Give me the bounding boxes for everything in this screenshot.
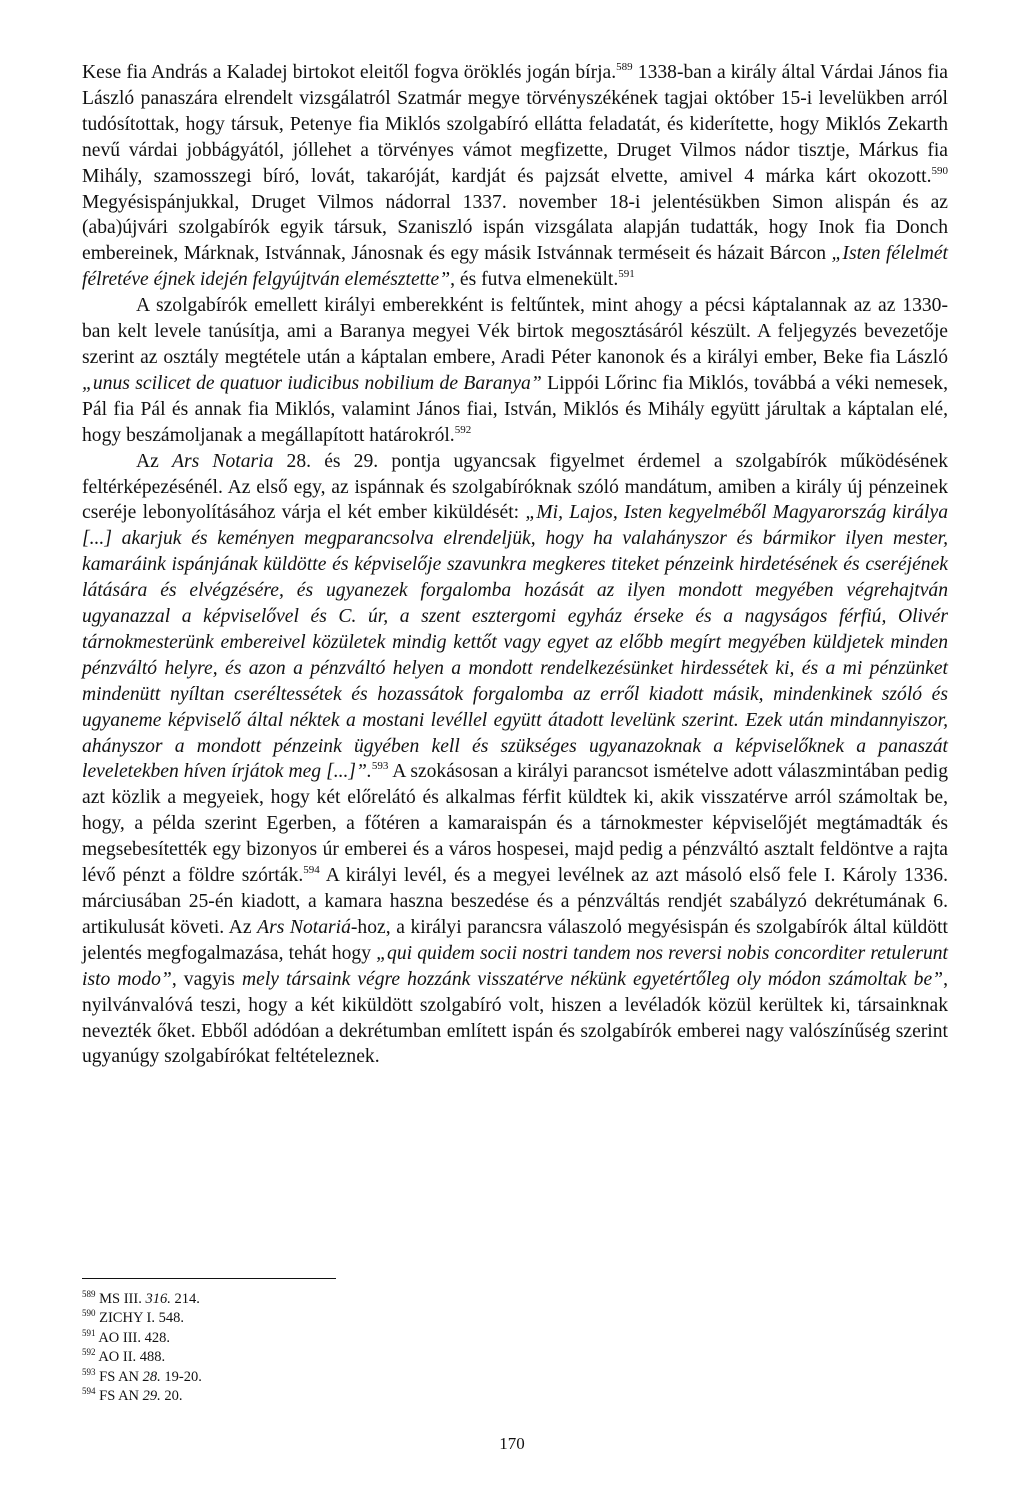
footnote-ref: 589 [616, 61, 633, 73]
footnote-text: 214. [170, 1291, 200, 1307]
text-run: A szokásosan a királyi parancsot ismételve adott válaszmintában pedig azt közlik a megyeiek, hogy két előrelátó és alkalmas férfit küldtek ki, akik visszatérve arról számoltak be, hogy, a példa szerint Egerben, a főtéren a kamaraispán és a tárnokmester képviselőjét megtámadták és megsebesítették egy bizonyos úr emberei és a város hospesei, majd pedig a pénzváltó asztalt feldöntve a rajta lévő pénzt a földre szórták. [82, 761, 948, 887]
footnote-text: 20. [160, 1388, 183, 1405]
text-run: Lippói Lőrinc fia Miklós, továbbá a véki nemesek, Pál fia Pál és annak fia Miklós, valamint János fiai, István, Miklós és Mihály együtt járultak a káptalan elé, hogy beszámoljanak a megállapított határokról. [82, 372, 948, 446]
footnote-text: FS AN [99, 1388, 143, 1405]
footnote-italic: 29. [142, 1388, 161, 1405]
footnote-number: 593 [82, 1366, 96, 1377]
footnote-number: 592 [82, 1347, 96, 1358]
text-run: A királyi levél, és a megyei levélnek az azt másoló első fele I. Károly 1336. márciusában 25-én kiadott, a kamara haszna beszedése és a pénzváltás rendjét szabályzó dekrétumának 6. artikulusát követi. Az [82, 865, 949, 938]
footnote-ref: 594 [303, 864, 320, 877]
text-run: 28. és 29. pontja ugyancsak figyelmet érdemel a szolgabírók működésének feltérképezésénél. Az első egy, az ispánnak és szolgabíróknak szóló mandátum, amiben a király új pénzeinek cseréje lebonyolításához várja el két ember kiküldését: [82, 450, 948, 524]
footnote-text: MS III. [99, 1291, 146, 1307]
quote-italic: „Isten félelmét félretéve éjnek idején felgyújtván elemésztette” [82, 243, 948, 291]
text-run: Kese fia András a Kaladej birtokot eleitől fogva öröklés jogán bírja. [82, 62, 617, 83]
text-run: -hoz, a királyi parancsra válaszoló megyésispán és szolgabírók által küldött jelentés megfogalmazása, tehát hogy [82, 916, 948, 964]
title-italic: Ars Notaria [172, 450, 274, 472]
text-run: , vagyis [171, 968, 242, 990]
footnote-ref: 593 [371, 760, 389, 773]
quote-italic: „qui quidem socii nostri tandem nos reversi nobis concorditer retulerunt isto modo” [82, 942, 948, 990]
footnote [82, 1368, 202, 1387]
footnote-text: AO III. 428. [98, 1329, 171, 1346]
footnote-number: 591 [82, 1327, 96, 1338]
text-run: 1338-ban a király által Várdai János fia László panaszára elrendelt vizsgálatról Szatmár megye törvényszékének tagjai október 15-i levelükben arról tudósítottak, hogy társuk, Petenye fia Miklós szolgabíró ellátta feladatát, és kiderítette, hogy Miklós Zekarth nevű várdai jobbágyától, jóllehet a törvényes vámot megfizette, Druget Vilmos nádor tisztje, Márkus fia Mihály, szamosszegi bíró, lovát, takaróját, kardját és pajzsát elvette, amivel 4 márka kárt okozott. [82, 62, 948, 187]
text-run: A szolgabírók emellett királyi emberekként is feltűntek, mint ahogy a pécsi káptalannak az az 1330-ban kelt levele tanúsítja, ami a Baranya megyei Vék birtok megosztásáról készült. A feljegyzés bevezetője szerint az osztály megtétele után a káptalan embere, Aradi Péter kanonok és a királyi ember, Beke fia László [82, 295, 948, 368]
footnote-number: 589 [82, 1289, 96, 1299]
footnote-number: 594 [82, 1386, 96, 1397]
paragraph-2 [82, 293, 948, 448]
text-run: Az [136, 450, 173, 472]
page-number: 170 [499, 1434, 525, 1453]
quote-italic: „Mi, Lajos, Isten kegyelméből Magyarország királya [...] akarjuk és keményen megparancsolva elrendeljük, hogy ha valahányszor és bármikor ilyen mester, kamaráink ispánjának küldötte és képviselője szavunkra megkeres titeket pénzeink hirdetésének és cseréjének látására és elvégzésére, és ugyanezek forgalomba hozását az ilyen mondott megyében végrehajtván ugyanazzal a képviselővel és C. úr, a szent esztergomi egyház érseke és a nagyságos férfiú, Olivér tárnokmesterünk embereivel közületek mindig kettőt vagy egyet az előbb megírt megyében küldjetek minden pénzváltó helyre, és azon a pénzváltó helyen a mondott rendelkezésünket hirdessétek ki, és a mi pénzünket mindenütt nyíltan cseréltessétek és hozassátok forgalomba az erről kiadott másik, mindenkinek szóló és ugyaneme képviselő által néktek a mostani levéllel együtt átadott levelünk szerint. Ezek után mindannyiszor, ahányszor a mondott pénzeink ügyében kell és szükséges ugyanazoknak a képviselőknek a panaszát leveletekben híven írjátok meg [...]”. [82, 502, 948, 783]
footnote-number: 590 [82, 1308, 96, 1319]
footnote-italic: 316. [145, 1291, 171, 1307]
quote-italic: „unus scilicet de quatuor iudicibus nobilium de Baranya” [82, 372, 542, 394]
paragraph-1 [82, 60, 948, 293]
footnote-divider [82, 1278, 336, 1279]
quote-italic: mely társaink végre hozzánk visszatérve nékünk egyetértőleg oly módon számoltak be” [242, 968, 944, 990]
footnote-text: AO II. 488. [98, 1349, 166, 1366]
footnote-italic: 28. [142, 1368, 161, 1385]
title-italic: Ars Notariá [257, 916, 351, 938]
footnote-text: ZICHY I. 548. [99, 1310, 184, 1327]
footnote-ref: 591 [618, 268, 635, 281]
text-run: , és futva elmenekült. [450, 269, 619, 291]
footnote [82, 1387, 202, 1406]
footnote [82, 1348, 202, 1367]
footnote-ref: 592 [454, 423, 472, 436]
footnote [82, 1329, 202, 1348]
footnote [82, 1309, 202, 1328]
footnote-text: FS AN [99, 1368, 143, 1385]
text-run: Megyésispánjukkal, Druget Vilmos nádorral 1337. november 18-i jelentésükben Simon alispán és az (aba)újvári szolgabírók egyik társuk, Szaniszló ispán vizsgálata alapján tudatták, hogy Inok fia Donch embereinek, Márknak, Istvánnak, Jánosnak és egy másik Istvánnak terméseit és házait Bárcon [82, 191, 948, 265]
text-run: , nyilvánvalóvá teszi, hogy a két kiküldött szolgabíró volt, hiszen a levéladók közül kerültek ki, társainknak nevezték őket. Ebből adódóan a dekrétumban említett ispán és szolgabírók emberei nagy valószínűség szerint ugyanúgy szolgabírókat feltételeznek. [82, 968, 948, 1068]
paragraph-3 [82, 449, 948, 1071]
body-text [82, 60, 948, 1070]
footnotes [82, 1290, 202, 1406]
footnote-text: 19-20. [160, 1368, 202, 1385]
footnote-ref: 590 [931, 164, 948, 177]
footnote [82, 1290, 202, 1309]
